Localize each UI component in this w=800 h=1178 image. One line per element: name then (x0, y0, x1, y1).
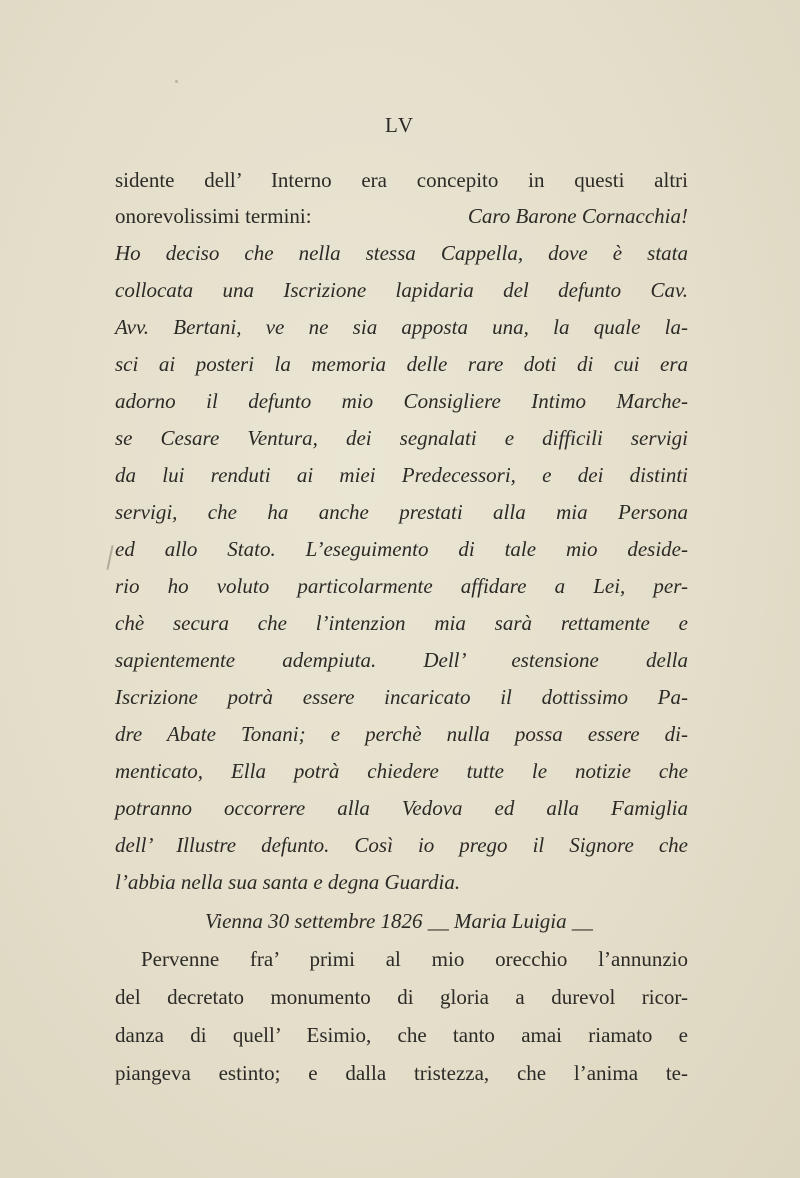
text-line: ed allo Stato. L’eseguimento di tale mio deside- (115, 537, 688, 561)
text-line: l’abbia nella sua santa e degna Guardia. (115, 870, 461, 894)
letter-signature-line: Vienna 30 settembre 1826 __ Maria Luigia __ (205, 909, 593, 933)
text-line-segment: onorevolissimi termini: (115, 204, 312, 228)
text-line: adorno il defunto mio Consigliere Intimo Marche- (115, 389, 688, 413)
text-line: piangeva estinto; e dalla tristezza, che l’anima te- (115, 1061, 688, 1085)
paper-speck (175, 80, 178, 83)
text-line: se Cesare Ventura, dei segnalati e difficili servigi (115, 426, 688, 450)
text-line: sci ai posteri la memoria delle rare doti di cui era (115, 352, 688, 376)
text-line: dre Abate Tonani; e perchè nulla possa essere di- (115, 722, 688, 746)
text-line: Iscrizione potrà essere incaricato il dottissimo Pa- (115, 685, 688, 709)
text-line: rio ho voluto particolarmente affidare a Lei, per- (115, 574, 688, 598)
text-line: Pervenne fra’ primi al mio orecchio l’annunzio (141, 947, 688, 971)
text-line: menticato, Ella potrà chiedere tutte le notizie che (115, 759, 688, 783)
text-line: da lui renduti ai miei Predecessori, e dei distinti (115, 463, 688, 487)
margin-pencil-mark (106, 545, 113, 570)
text-line: del decretato monumento di gloria a durevol ricor- (115, 985, 688, 1009)
text-line: chè secura che l’intenzion mia sarà rettamente e (115, 611, 688, 635)
text-line: potranno occorrere alla Vedova ed alla Famiglia (115, 796, 688, 820)
text-line (115, 206, 688, 227)
text-line-segment-italic: Caro Barone Cornacchia! (467, 204, 688, 228)
text-line: collocata una Iscrizione lapidaria del defunto Cav. (115, 278, 688, 302)
text-line: servigi, che ha anche prestati alla mia Persona (115, 500, 688, 524)
text-line: Ho deciso che nella stessa Cappella, dove è stata (115, 241, 688, 265)
page-number-header: LV (384, 113, 416, 137)
text-line: sidente dell’ Interno era concepito in questi altri (115, 168, 688, 192)
text-line: sapientemente adempiuta. Dell’ estensione della (115, 648, 688, 672)
text-line: danza di quell’ Esimio, che tanto amai riamato e (115, 1023, 688, 1047)
text-line: Avv. Bertani, ve ne sia apposta una, la quale la- (115, 315, 688, 339)
text-line: dell’ Illustre defunto. Così io prego il Signore che (115, 833, 688, 857)
